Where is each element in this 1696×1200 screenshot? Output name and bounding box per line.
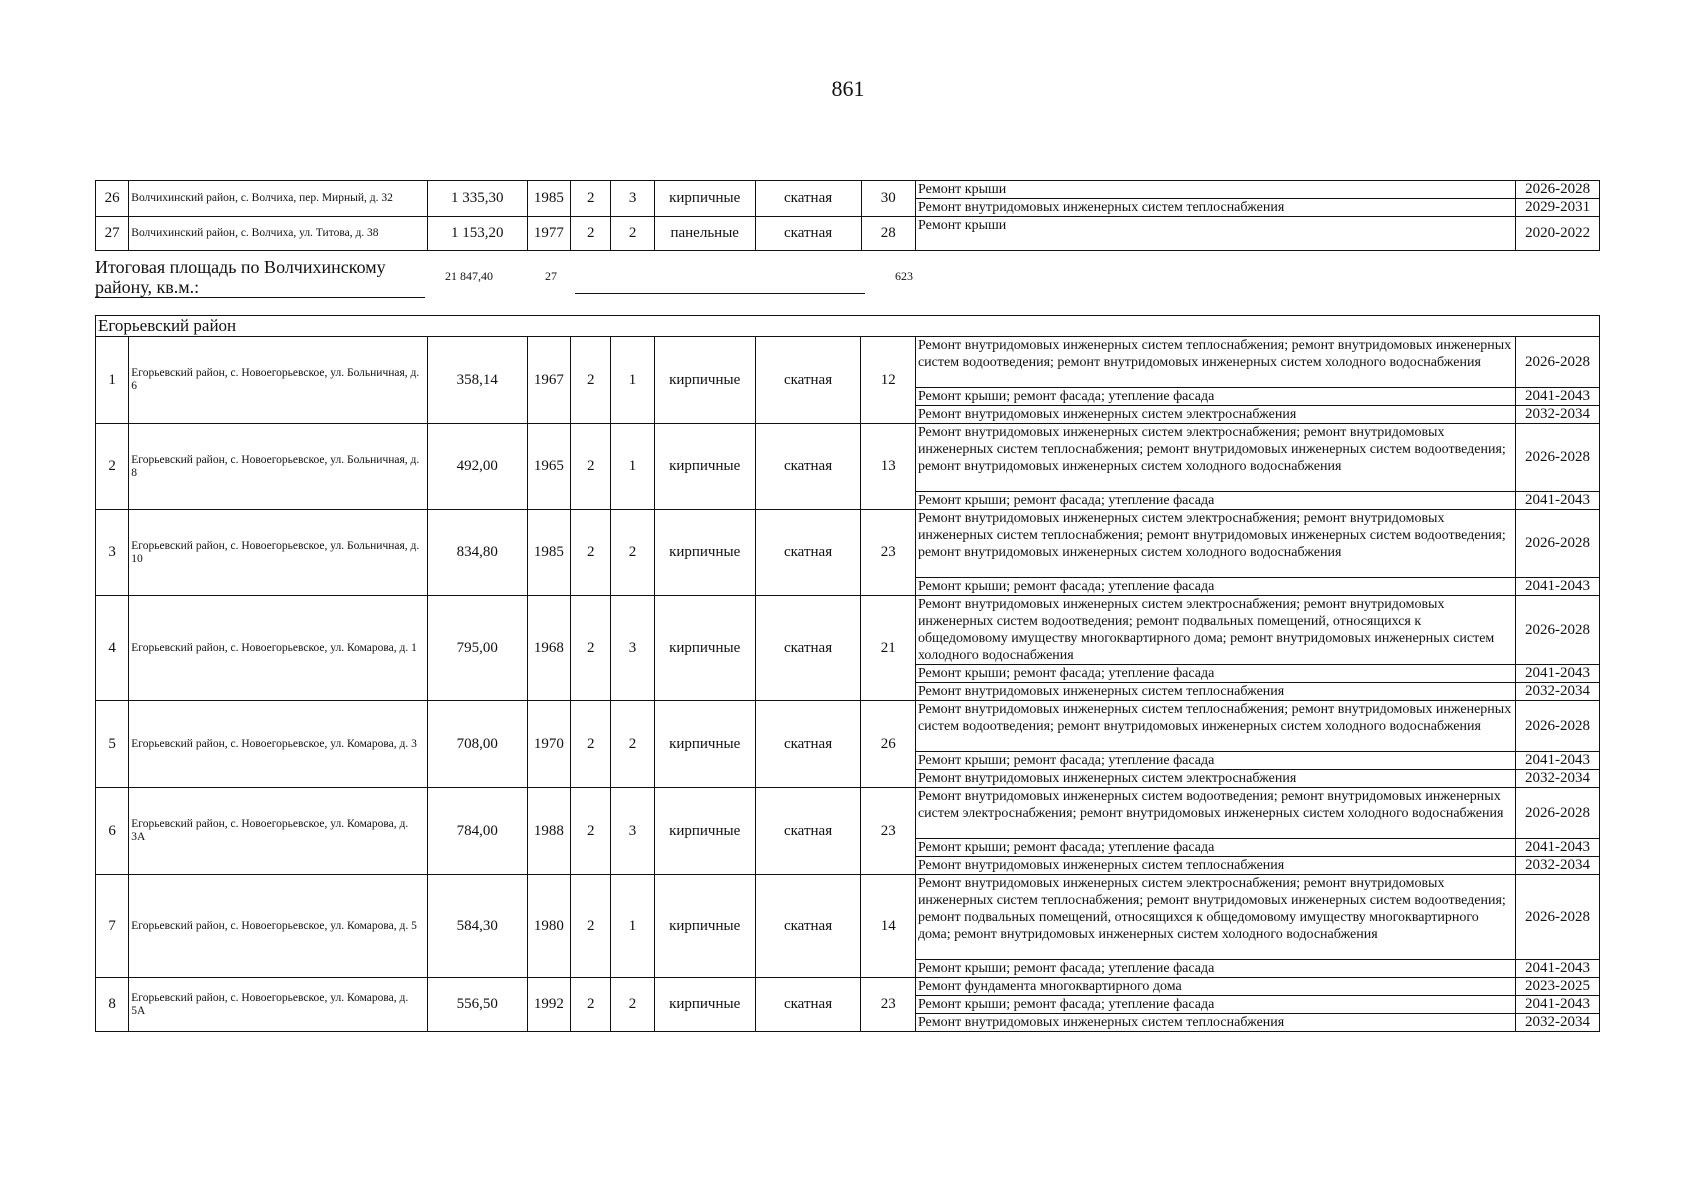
row-roof: скатная (755, 217, 861, 251)
row-year: 1985 (527, 510, 570, 596)
row-address: Волчихинский район, с. Волчиха, пер. Мирный, д. 32 (129, 181, 428, 217)
table-row (96, 788, 1600, 839)
row-material: кирпичные (654, 978, 755, 1032)
work-description: Ремонт крыши; ремонт фасада; утепление фасада (915, 492, 1515, 510)
row-address: Волчихинский район, с. Волчиха, ул. Титова, д. 38 (129, 217, 428, 251)
row-roof: скатная (755, 596, 861, 701)
row-roof: скатная (755, 181, 861, 217)
work-period: 2026-2028 (1516, 788, 1600, 839)
row-number: 7 (96, 875, 129, 978)
row-address: Егорьевский район, с. Новоегорьевское, ул. Больничная, д. 8 (129, 424, 428, 510)
row-area: 584,30 (427, 875, 527, 978)
work-description: Ремонт внутридомовых инженерных систем теплоснабжения (915, 1014, 1515, 1032)
row-roof: скатная (755, 701, 861, 788)
work-description: Ремонт крыши; ремонт фасада; утепление фасада (915, 996, 1515, 1014)
row-area: 556,50 (427, 978, 527, 1032)
table-row (96, 424, 1600, 492)
work-period: 2041-2043 (1516, 839, 1600, 857)
row-apartments: 28 (861, 217, 915, 251)
row-entrances: 3 (611, 788, 654, 875)
row-year: 1980 (527, 875, 570, 978)
row-area: 358,14 (427, 337, 527, 424)
row-number: 4 (96, 596, 129, 701)
row-address: Егорьевский район, с. Новоегорьевское, ул. Больничная, д. 10 (129, 510, 428, 596)
row-number: 27 (96, 217, 129, 251)
row-material: кирпичные (654, 337, 755, 424)
row-number: 6 (96, 788, 129, 875)
row-apartments: 23 (861, 978, 915, 1032)
row-roof: скатная (755, 978, 861, 1032)
total-houses: 27 (545, 269, 557, 283)
row-entrances: 3 (611, 181, 654, 217)
row-roof: скатная (755, 424, 861, 510)
work-period: 2032-2034 (1516, 406, 1600, 424)
work-period: 2041-2043 (1516, 388, 1600, 406)
row-number: 2 (96, 424, 129, 510)
work-period: 2026-2028 (1516, 596, 1600, 665)
work-description: Ремонт внутридомовых инженерных систем теплоснабжения (915, 683, 1515, 701)
row-number: 8 (96, 978, 129, 1032)
total-area: 21 847,40 (445, 269, 493, 283)
row-roof: скатная (755, 788, 861, 875)
row-area: 834,80 (427, 510, 527, 596)
work-period: 2032-2034 (1516, 683, 1600, 701)
row-apartments: 12 (861, 337, 915, 424)
work-period: 2026-2028 (1516, 337, 1600, 388)
work-description: Ремонт внутридомовых инженерных систем электроснабжения; ремонт внутридомовых инженерных систем теплоснабжения; ремонт внутридомовых инженерных систем водоотведения; ремонт подвальных помещений, относящихся к общедомовому имуществу многоквартирного дома; ремонт внутридомовых инженерных систем холодного водоснабжения (915, 875, 1515, 960)
work-description: Ремонт внутридомовых инженерных систем теплоснабжения; ремонт внутридомовых инженерных систем водоотведения; ремонт внутридомовых инженерных систем холодного водоснабжения (915, 337, 1515, 388)
row-address: Егорьевский район, с. Новоегорьевское, ул. Комарова, д. 3А (129, 788, 428, 875)
row-area: 784,00 (427, 788, 527, 875)
work-period: 2026-2028 (1516, 875, 1600, 960)
work-period: 2023-2025 (1516, 978, 1600, 996)
row-floors: 2 (571, 217, 611, 251)
row-floors: 2 (571, 424, 611, 510)
row-material: кирпичные (654, 424, 755, 510)
row-material: панельные (654, 217, 755, 251)
work-period: 2032-2034 (1516, 1014, 1600, 1032)
total-underline (575, 293, 865, 294)
row-address: Егорьевский район, с. Новоегорьевское, ул. Комарова, д. 1 (129, 596, 428, 701)
row-entrances: 2 (611, 510, 654, 596)
work-period: 2041-2043 (1516, 752, 1600, 770)
work-description: Ремонт крыши (916, 217, 1516, 251)
row-entrances: 1 (611, 875, 654, 978)
row-number: 3 (96, 510, 129, 596)
work-period: 2026-2028 (1516, 510, 1600, 578)
table-row (96, 510, 1600, 578)
work-description: Ремонт внутридомовых инженерных систем электроснабжения; ремонт внутридомовых инженерных систем водоотведения; ремонт подвальных помещений, относящихся к общедомовому имуществу многоквартирного дома; ремонт внутридомовых инженерных систем холодного водоснабжения (915, 596, 1515, 665)
row-apartments: 14 (861, 875, 915, 978)
table-row (96, 337, 1600, 388)
row-address: Егорьевский район, с. Новоегорьевское, ул. Больничная, д. 6 (129, 337, 428, 424)
row-number: 26 (96, 181, 129, 217)
work-description: Ремонт крыши; ремонт фасада; утепление фасада (915, 388, 1515, 406)
row-apartments: 21 (861, 596, 915, 701)
top-table (95, 180, 1600, 251)
row-entrances: 2 (611, 978, 654, 1032)
row-entrances: 2 (611, 701, 654, 788)
row-floors: 2 (571, 596, 611, 701)
work-description: Ремонт крыши; ремонт фасада; утепление фасада (915, 578, 1515, 596)
work-description: Ремонт крыши; ремонт фасада; утепление фасада (915, 839, 1515, 857)
row-year: 1988 (527, 788, 570, 875)
row-floors: 2 (571, 701, 611, 788)
row-area: 1 335,30 (427, 181, 527, 217)
row-entrances: 1 (611, 337, 654, 424)
table-row (96, 701, 1600, 752)
table-row (96, 217, 1600, 251)
row-year: 1977 (527, 217, 570, 251)
work-description: Ремонт крыши (916, 181, 1516, 199)
work-period: 2026-2028 (1516, 701, 1600, 752)
table-row (96, 978, 1600, 996)
row-address: Егорьевский район, с. Новоегорьевское, ул. Комарова, д. 5 (129, 875, 428, 978)
work-description: Ремонт крыши; ремонт фасада; утепление фасада (915, 665, 1515, 683)
work-period: 2041-2043 (1516, 960, 1600, 978)
row-entrances: 1 (611, 424, 654, 510)
work-period: 2029-2031 (1516, 199, 1600, 217)
row-apartments: 26 (861, 701, 915, 788)
row-year: 1992 (527, 978, 570, 1032)
row-entrances: 3 (611, 596, 654, 701)
work-description: Ремонт внутридомовых инженерных систем электроснабжения; ремонт внутридомовых инженерных систем теплоснабжения; ремонт внутридомовых инженерных систем водоотведения; ремонт внутридомовых инженерных систем холодного водоснабжения (915, 424, 1515, 492)
work-description: Ремонт внутридомовых инженерных систем электроснабжения (915, 406, 1515, 424)
row-year: 1967 (527, 337, 570, 424)
row-apartments: 23 (861, 788, 915, 875)
row-material: кирпичные (654, 788, 755, 875)
table-row (96, 875, 1600, 960)
row-area: 795,00 (427, 596, 527, 701)
total-block (95, 257, 1600, 299)
work-period: 2026-2028 (1516, 424, 1600, 492)
row-material: кирпичные (654, 701, 755, 788)
work-description: Ремонт внутридомовых инженерных систем электроснабжения (915, 770, 1515, 788)
row-address: Егорьевский район, с. Новоегорьевское, ул. Комарова, д. 3 (129, 701, 428, 788)
work-period: 2026-2028 (1516, 181, 1600, 199)
row-area: 492,00 (427, 424, 527, 510)
row-year: 1985 (527, 181, 570, 217)
row-floors: 2 (571, 788, 611, 875)
row-material: кирпичные (654, 596, 755, 701)
work-description: Ремонт крыши; ремонт фасада; утепление фасада (915, 752, 1515, 770)
row-area: 708,00 (427, 701, 527, 788)
row-number: 1 (96, 337, 129, 424)
work-period: 2041-2043 (1516, 492, 1600, 510)
district-title: Егорьевский район (96, 316, 1600, 337)
table-row (96, 181, 1600, 199)
row-year: 1970 (527, 701, 570, 788)
total-apartments: 623 (895, 269, 913, 283)
district-row (96, 316, 1600, 337)
row-year: 1968 (527, 596, 570, 701)
row-material: кирпичные (654, 875, 755, 978)
row-floors: 2 (571, 978, 611, 1032)
work-description: Ремонт внутридомовых инженерных систем теплоснабжения (915, 857, 1515, 875)
total-label: Итоговая площадь по Волчихинскому району, кв.м.: (95, 257, 425, 298)
row-roof: скатная (755, 510, 861, 596)
page-number: 861 (831, 76, 865, 101)
row-number: 5 (96, 701, 129, 788)
row-floors: 2 (571, 337, 611, 424)
work-description: Ремонт внутридомовых инженерных систем водоотведения; ремонт внутридомовых инженерных систем электроснабжения; ремонт внутридомовых инженерных систем холодного водоснабжения (915, 788, 1515, 839)
row-apartments: 30 (861, 181, 915, 217)
work-description: Ремонт внутридомовых инженерных систем теплоснабжения (916, 199, 1516, 217)
work-period: 2041-2043 (1516, 665, 1600, 683)
row-area: 1 153,20 (427, 217, 527, 251)
row-floors: 2 (571, 875, 611, 978)
row-material: кирпичные (654, 510, 755, 596)
row-apartments: 23 (861, 510, 915, 596)
row-floors: 2 (571, 181, 611, 217)
work-period: 2020-2022 (1516, 217, 1600, 251)
work-description: Ремонт фундамента многоквартирного дома (915, 978, 1515, 996)
work-period: 2041-2043 (1516, 578, 1600, 596)
main-table (95, 315, 1600, 1032)
work-period: 2032-2034 (1516, 857, 1600, 875)
row-apartments: 13 (861, 424, 915, 510)
table-row (96, 596, 1600, 665)
work-description: Ремонт крыши; ремонт фасада; утепление фасада (915, 960, 1515, 978)
row-material: кирпичные (654, 181, 755, 217)
row-roof: скатная (755, 875, 861, 978)
work-period: 2032-2034 (1516, 770, 1600, 788)
work-period: 2041-2043 (1516, 996, 1600, 1014)
work-description: Ремонт внутридомовых инженерных систем электроснабжения; ремонт внутридомовых инженерных систем теплоснабжения; ремонт внутридомовых инженерных систем водоотведения; ремонт внутридомовых инженерных систем холодного водоснабжения (915, 510, 1515, 578)
row-roof: скатная (755, 337, 861, 424)
row-address: Егорьевский район, с. Новоегорьевское, ул. Комарова, д. 5А (129, 978, 428, 1032)
row-entrances: 2 (611, 217, 654, 251)
row-floors: 2 (571, 510, 611, 596)
row-year: 1965 (527, 424, 570, 510)
work-description: Ремонт внутридомовых инженерных систем теплоснабжения; ремонт внутридомовых инженерных систем водоотведения; ремонт внутридомовых инженерных систем холодного водоснабжения (915, 701, 1515, 752)
